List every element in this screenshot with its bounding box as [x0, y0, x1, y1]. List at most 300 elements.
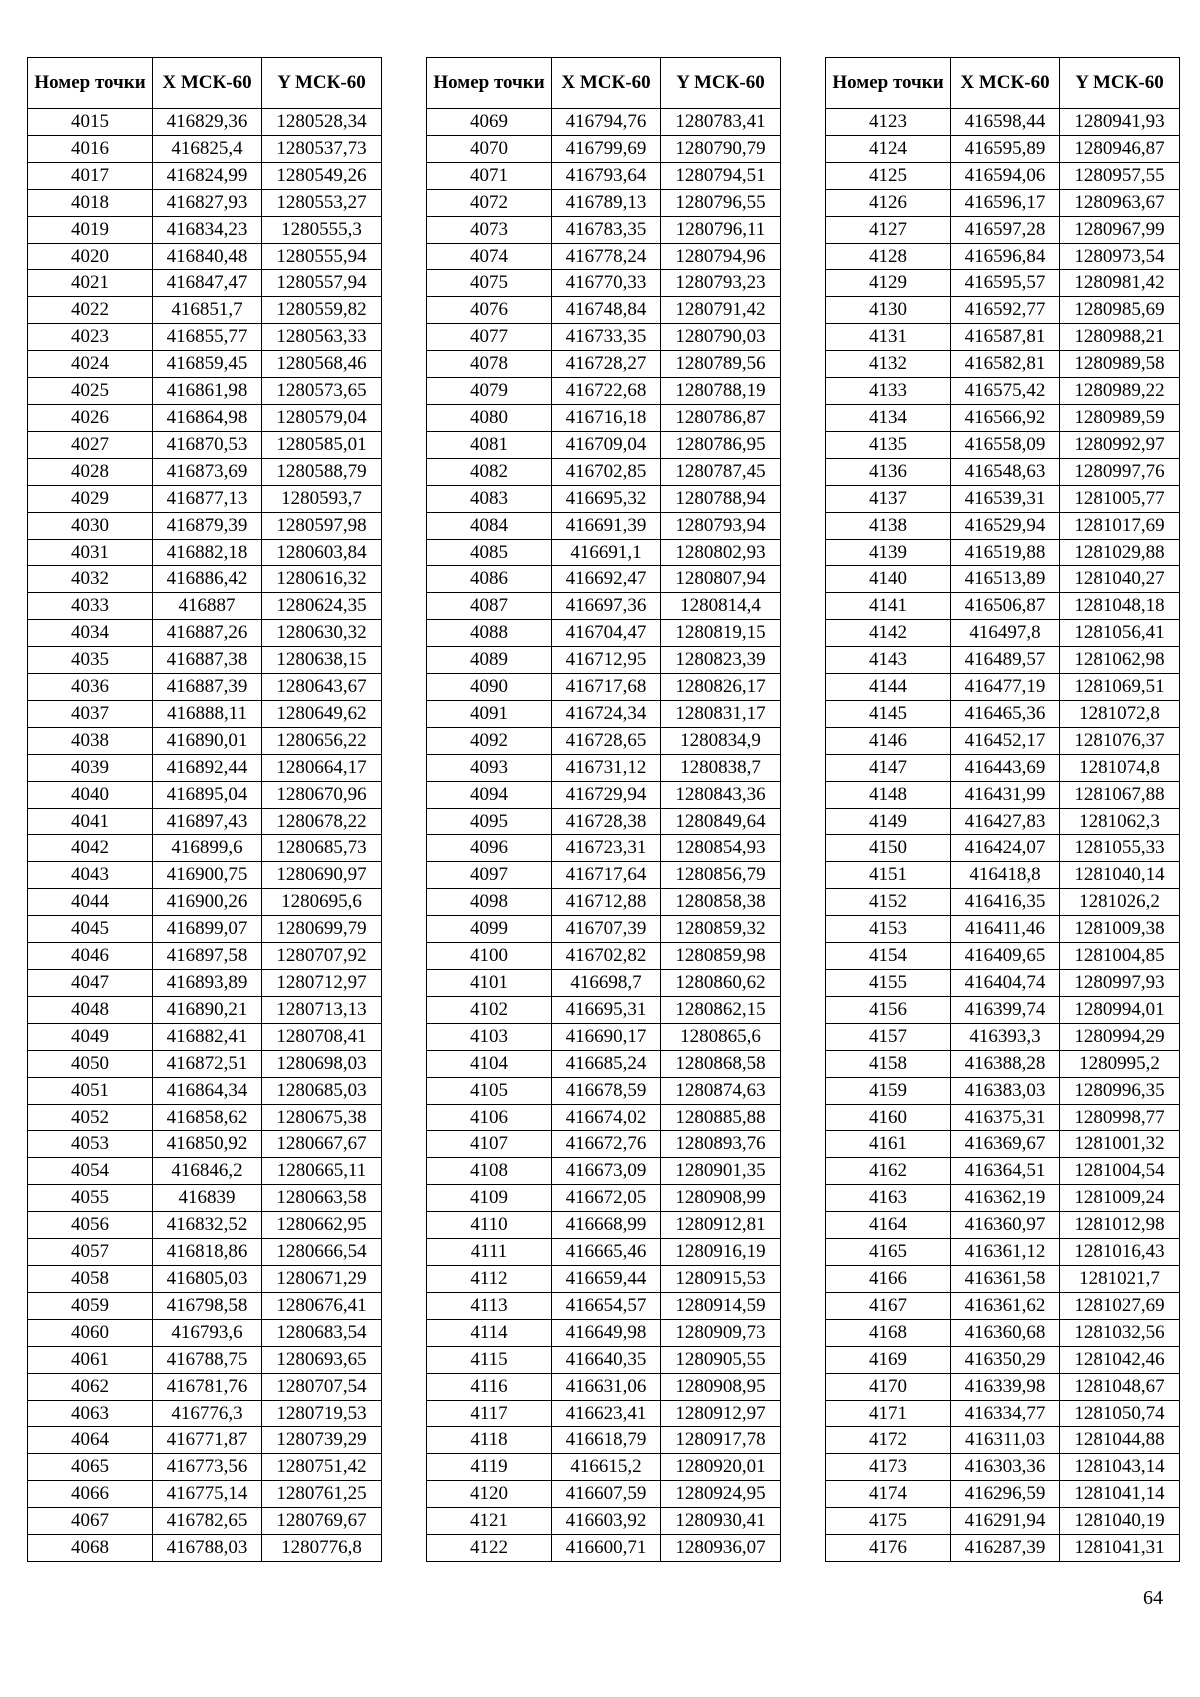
x-coordinate-cell: 416558,09 — [951, 431, 1060, 458]
y-coordinate-cell: 1281062,3 — [1060, 808, 1180, 835]
y-coordinate-cell: 1280670,96 — [262, 781, 382, 808]
y-coordinate-cell: 1280963,67 — [1060, 189, 1180, 216]
point-number-cell: 4106 — [427, 1104, 552, 1131]
point-number-cell: 4171 — [826, 1400, 951, 1427]
x-coordinate-cell: 416859,45 — [153, 351, 262, 378]
point-number-cell: 4101 — [427, 970, 552, 997]
y-coordinate-cell: 1280656,22 — [262, 727, 382, 754]
y-coordinate-cell: 1281032,56 — [1060, 1319, 1180, 1346]
x-coordinate-cell: 416882,18 — [153, 539, 262, 566]
point-number-cell: 4109 — [427, 1185, 552, 1212]
point-number-cell: 4146 — [826, 727, 951, 754]
point-number-cell: 4017 — [28, 162, 153, 189]
table-row — [427, 1481, 781, 1508]
y-coordinate-cell: 1280585,01 — [262, 431, 382, 458]
x-coordinate-cell: 416575,42 — [951, 378, 1060, 405]
y-coordinate-cell: 1280593,7 — [262, 485, 382, 512]
y-coordinate-cell: 1280708,41 — [262, 1023, 382, 1050]
x-coordinate-cell: 416334,77 — [951, 1400, 1060, 1427]
y-coordinate-cell: 1280649,62 — [262, 700, 382, 727]
table-row — [826, 243, 1180, 270]
x-coordinate-cell: 416702,85 — [552, 458, 661, 485]
table-row — [427, 1319, 781, 1346]
y-coordinate-cell: 1280992,97 — [1060, 431, 1180, 458]
point-number-cell: 4019 — [28, 216, 153, 243]
y-coordinate-cell: 1280838,7 — [661, 754, 781, 781]
table-row — [427, 1265, 781, 1292]
point-number-cell: 4110 — [427, 1212, 552, 1239]
y-coordinate-cell: 1281040,14 — [1060, 862, 1180, 889]
y-coordinate-cell: 1280893,76 — [661, 1131, 781, 1158]
table-row — [826, 1131, 1180, 1158]
y-coordinate-cell: 1280854,93 — [661, 835, 781, 862]
x-coordinate-cell: 416649,98 — [552, 1319, 661, 1346]
y-coordinate-cell: 1280917,78 — [661, 1427, 781, 1454]
y-coordinate-cell: 1281040,27 — [1060, 566, 1180, 593]
x-coordinate-cell: 416877,13 — [153, 485, 262, 512]
table-row — [427, 1185, 781, 1212]
x-coordinate-cell: 416888,11 — [153, 700, 262, 727]
y-coordinate-cell: 1280908,95 — [661, 1373, 781, 1400]
table-row — [427, 162, 781, 189]
table-row — [28, 1346, 382, 1373]
x-coordinate-cell: 416723,31 — [552, 835, 661, 862]
point-number-cell: 4136 — [826, 458, 951, 485]
point-number-cell: 4039 — [28, 754, 153, 781]
point-number-cell: 4104 — [427, 1050, 552, 1077]
y-coordinate-cell: 1281048,67 — [1060, 1373, 1180, 1400]
x-coordinate-cell: 416393,3 — [951, 1023, 1060, 1050]
point-number-cell: 4091 — [427, 700, 552, 727]
table-row — [28, 727, 382, 754]
x-coordinate-cell: 416497,8 — [951, 620, 1060, 647]
x-coordinate-cell: 416850,92 — [153, 1131, 262, 1158]
x-coordinate-cell: 416887,26 — [153, 620, 262, 647]
table-row — [427, 674, 781, 701]
table-row — [427, 539, 781, 566]
point-number-cell: 4096 — [427, 835, 552, 862]
x-coordinate-cell: 416728,65 — [552, 727, 661, 754]
y-coordinate-cell: 1280776,8 — [262, 1535, 382, 1562]
point-number-cell: 4035 — [28, 647, 153, 674]
y-coordinate-cell: 1280783,41 — [661, 109, 781, 136]
point-number-cell: 4166 — [826, 1265, 951, 1292]
x-coordinate-cell: 416539,31 — [951, 485, 1060, 512]
x-coordinate-cell: 416858,62 — [153, 1104, 262, 1131]
table-row — [427, 1104, 781, 1131]
point-number-cell: 4089 — [427, 647, 552, 674]
y-coordinate-cell: 1280699,79 — [262, 916, 382, 943]
point-number-cell: 4050 — [28, 1050, 153, 1077]
table-row — [28, 1535, 382, 1562]
point-number-cell: 4161 — [826, 1131, 951, 1158]
point-number-cell: 4045 — [28, 916, 153, 943]
table-row — [28, 1050, 382, 1077]
table-row — [28, 1158, 382, 1185]
point-number-cell: 4097 — [427, 862, 552, 889]
y-coordinate-cell: 1280683,54 — [262, 1319, 382, 1346]
point-number-cell: 4069 — [427, 109, 552, 136]
x-coordinate-cell: 416698,7 — [552, 970, 661, 997]
y-coordinate-cell: 1280831,17 — [661, 700, 781, 727]
point-number-cell: 4020 — [28, 243, 153, 270]
table-row — [826, 1454, 1180, 1481]
x-coordinate-cell: 416897,43 — [153, 808, 262, 835]
y-coordinate-cell: 1280786,95 — [661, 431, 781, 458]
y-coordinate-cell: 1280905,55 — [661, 1346, 781, 1373]
point-number-cell: 4051 — [28, 1077, 153, 1104]
x-coordinate-cell: 416825,4 — [153, 135, 262, 162]
point-number-cell: 4037 — [28, 700, 153, 727]
x-coordinate-cell: 416793,6 — [153, 1319, 262, 1346]
table-row — [427, 1212, 781, 1239]
point-number-cell: 4141 — [826, 593, 951, 620]
table-row — [826, 1050, 1180, 1077]
point-number-cell: 4135 — [826, 431, 951, 458]
x-coordinate-cell: 416799,69 — [552, 135, 661, 162]
x-coordinate-cell: 416592,77 — [951, 297, 1060, 324]
x-coordinate-cell: 416805,03 — [153, 1265, 262, 1292]
x-coordinate-cell: 416399,74 — [951, 996, 1060, 1023]
point-number-cell: 4059 — [28, 1292, 153, 1319]
point-number-cell: 4066 — [28, 1481, 153, 1508]
x-coordinate-cell: 416361,62 — [951, 1292, 1060, 1319]
x-coordinate-cell: 416477,19 — [951, 674, 1060, 701]
y-coordinate-cell: 1280555,3 — [262, 216, 382, 243]
coordinates-table-3 — [825, 57, 1180, 1562]
y-coordinate-cell: 1281072,8 — [1060, 700, 1180, 727]
table-row — [28, 1077, 382, 1104]
y-coordinate-cell: 1280973,54 — [1060, 243, 1180, 270]
y-coordinate-cell: 1280790,79 — [661, 135, 781, 162]
point-number-cell: 4078 — [427, 351, 552, 378]
point-number-cell: 4134 — [826, 404, 951, 431]
point-number-cell: 4086 — [427, 566, 552, 593]
y-coordinate-cell: 1280901,35 — [661, 1158, 781, 1185]
x-coordinate-cell: 416778,24 — [552, 243, 661, 270]
table-row — [826, 835, 1180, 862]
x-coordinate-cell: 416623,41 — [552, 1400, 661, 1427]
x-coordinate-cell: 416431,99 — [951, 781, 1060, 808]
y-coordinate-cell: 1280573,65 — [262, 378, 382, 405]
table-row — [28, 135, 382, 162]
y-coordinate-cell: 1280751,42 — [262, 1454, 382, 1481]
point-number-cell: 4076 — [427, 297, 552, 324]
table-row — [28, 539, 382, 566]
y-coordinate-cell: 1280707,54 — [262, 1373, 382, 1400]
y-coordinate-cell: 1280912,81 — [661, 1212, 781, 1239]
table-row — [28, 1508, 382, 1535]
y-coordinate-cell: 1281021,7 — [1060, 1265, 1180, 1292]
x-coordinate-cell: 416864,34 — [153, 1077, 262, 1104]
point-number-cell: 4047 — [28, 970, 153, 997]
table-row — [826, 485, 1180, 512]
y-coordinate-cell: 1280769,67 — [262, 1508, 382, 1535]
y-coordinate-cell: 1280849,64 — [661, 808, 781, 835]
y-coordinate-cell: 1280796,11 — [661, 216, 781, 243]
y-coordinate-cell: 1280909,73 — [661, 1319, 781, 1346]
x-coordinate-cell: 416416,35 — [951, 889, 1060, 916]
table-row — [427, 1292, 781, 1319]
point-number-cell: 4152 — [826, 889, 951, 916]
point-number-cell: 4138 — [826, 512, 951, 539]
table-row — [826, 1319, 1180, 1346]
point-number-cell: 4116 — [427, 1373, 552, 1400]
x-coordinate-cell: 416712,88 — [552, 889, 661, 916]
y-coordinate-cell: 1280557,94 — [262, 270, 382, 297]
table-row — [427, 1454, 781, 1481]
point-number-cell: 4156 — [826, 996, 951, 1023]
y-coordinate-cell: 1280665,11 — [262, 1158, 382, 1185]
point-number-cell: 4022 — [28, 297, 153, 324]
x-coordinate-cell: 416691,1 — [552, 539, 661, 566]
table-row — [427, 1373, 781, 1400]
table-row — [427, 109, 781, 136]
point-number-cell: 4118 — [427, 1427, 552, 1454]
x-coordinate-cell: 416887 — [153, 593, 262, 620]
x-coordinate-cell: 416900,75 — [153, 862, 262, 889]
y-coordinate-cell: 1280994,29 — [1060, 1023, 1180, 1050]
point-number-cell: 4107 — [427, 1131, 552, 1158]
table-row — [826, 700, 1180, 727]
table-row — [826, 1239, 1180, 1266]
point-number-cell: 4119 — [427, 1454, 552, 1481]
x-coordinate-cell: 416887,38 — [153, 647, 262, 674]
point-number-cell: 4144 — [826, 674, 951, 701]
y-coordinate-cell: 1281017,69 — [1060, 512, 1180, 539]
page-number: 64 — [1143, 1587, 1163, 1609]
point-number-cell: 4058 — [28, 1265, 153, 1292]
y-coordinate-cell: 1280719,53 — [262, 1400, 382, 1427]
table-row — [826, 216, 1180, 243]
y-coordinate-cell: 1280663,58 — [262, 1185, 382, 1212]
point-number-cell: 4071 — [427, 162, 552, 189]
x-coordinate-cell: 416879,39 — [153, 512, 262, 539]
table-row — [826, 727, 1180, 754]
x-coordinate-cell: 416418,8 — [951, 862, 1060, 889]
table-row — [826, 1400, 1180, 1427]
x-coordinate-cell: 416506,87 — [951, 593, 1060, 620]
point-number-cell: 4133 — [826, 378, 951, 405]
table-row — [28, 1185, 382, 1212]
table-row — [427, 835, 781, 862]
point-number-cell: 4111 — [427, 1239, 552, 1266]
point-number-cell: 4065 — [28, 1454, 153, 1481]
table-row — [28, 1239, 382, 1266]
x-coordinate-cell: 416690,17 — [552, 1023, 661, 1050]
x-coordinate-cell: 416861,98 — [153, 378, 262, 405]
x-coordinate-cell: 416287,39 — [951, 1535, 1060, 1562]
table-row — [427, 754, 781, 781]
table-row — [826, 324, 1180, 351]
table-row — [826, 1535, 1180, 1562]
table-row — [28, 1400, 382, 1427]
y-coordinate-cell: 1280662,95 — [262, 1212, 382, 1239]
y-coordinate-cell: 1281042,46 — [1060, 1346, 1180, 1373]
table-row — [427, 862, 781, 889]
table-row — [28, 404, 382, 431]
y-coordinate-cell: 1281055,33 — [1060, 835, 1180, 862]
table-row — [427, 593, 781, 620]
header-y-coordinate: Y МСК-60 — [262, 58, 382, 109]
point-number-cell: 4064 — [28, 1427, 153, 1454]
point-number-cell: 4030 — [28, 512, 153, 539]
x-coordinate-cell: 416668,99 — [552, 1212, 661, 1239]
point-number-cell: 4143 — [826, 647, 951, 674]
table-row — [826, 189, 1180, 216]
table-row — [427, 216, 781, 243]
point-number-cell: 4124 — [826, 135, 951, 162]
table-row — [826, 862, 1180, 889]
table-row — [427, 916, 781, 943]
y-coordinate-cell: 1281048,18 — [1060, 593, 1180, 620]
y-coordinate-cell: 1281016,43 — [1060, 1239, 1180, 1266]
table-row — [826, 1077, 1180, 1104]
table-row — [427, 297, 781, 324]
y-coordinate-cell: 1280858,38 — [661, 889, 781, 916]
point-number-cell: 4072 — [427, 189, 552, 216]
y-coordinate-cell: 1280553,27 — [262, 189, 382, 216]
point-number-cell: 4015 — [28, 109, 153, 136]
x-coordinate-cell: 416375,31 — [951, 1104, 1060, 1131]
y-coordinate-cell: 1280787,45 — [661, 458, 781, 485]
y-coordinate-cell: 1281076,37 — [1060, 727, 1180, 754]
y-coordinate-cell: 1280981,42 — [1060, 270, 1180, 297]
table-row — [826, 351, 1180, 378]
x-coordinate-cell: 416704,47 — [552, 620, 661, 647]
table-row — [826, 135, 1180, 162]
table-row — [427, 243, 781, 270]
y-coordinate-cell: 1280920,01 — [661, 1454, 781, 1481]
table-row — [826, 943, 1180, 970]
table-row — [28, 862, 382, 889]
point-number-cell: 4025 — [28, 378, 153, 405]
table-row — [28, 1104, 382, 1131]
x-coordinate-cell: 416886,42 — [153, 566, 262, 593]
header-y-coordinate: Y МСК-60 — [1060, 58, 1180, 109]
table-row — [826, 270, 1180, 297]
table-row — [28, 808, 382, 835]
x-coordinate-cell: 416364,51 — [951, 1158, 1060, 1185]
x-coordinate-cell: 416793,64 — [552, 162, 661, 189]
point-number-cell: 4150 — [826, 835, 951, 862]
x-coordinate-cell: 416360,97 — [951, 1212, 1060, 1239]
y-coordinate-cell: 1280826,17 — [661, 674, 781, 701]
point-number-cell: 4170 — [826, 1373, 951, 1400]
table-row — [427, 1346, 781, 1373]
table-row — [427, 970, 781, 997]
point-number-cell: 4157 — [826, 1023, 951, 1050]
table-row — [427, 270, 781, 297]
x-coordinate-cell: 416383,03 — [951, 1077, 1060, 1104]
table-row — [826, 1265, 1180, 1292]
x-coordinate-cell: 416781,76 — [153, 1373, 262, 1400]
y-coordinate-cell: 1280994,01 — [1060, 996, 1180, 1023]
x-coordinate-cell: 416695,31 — [552, 996, 661, 1023]
y-coordinate-cell: 1280916,19 — [661, 1239, 781, 1266]
point-number-cell: 4043 — [28, 862, 153, 889]
y-coordinate-cell: 1281001,32 — [1060, 1131, 1180, 1158]
point-number-cell: 4034 — [28, 620, 153, 647]
x-coordinate-cell: 416712,95 — [552, 647, 661, 674]
point-number-cell: 4061 — [28, 1346, 153, 1373]
point-number-cell: 4163 — [826, 1185, 951, 1212]
point-number-cell: 4129 — [826, 270, 951, 297]
y-coordinate-cell: 1280794,51 — [661, 162, 781, 189]
y-coordinate-cell: 1280713,13 — [262, 996, 382, 1023]
x-coordinate-cell: 416851,7 — [153, 297, 262, 324]
y-coordinate-cell: 1280793,23 — [661, 270, 781, 297]
x-coordinate-cell: 416673,09 — [552, 1158, 661, 1185]
table-row — [28, 243, 382, 270]
table-row — [427, 620, 781, 647]
table-row — [28, 512, 382, 539]
point-number-cell: 4147 — [826, 754, 951, 781]
x-coordinate-cell: 416600,71 — [552, 1535, 661, 1562]
coordinates-table-2 — [426, 57, 781, 1562]
y-coordinate-cell: 1280712,97 — [262, 970, 382, 997]
table-row — [826, 431, 1180, 458]
table-row — [826, 1427, 1180, 1454]
point-number-cell: 4049 — [28, 1023, 153, 1050]
point-number-cell: 4172 — [826, 1427, 951, 1454]
table-row — [427, 1239, 781, 1266]
table-row — [28, 1319, 382, 1346]
point-number-cell: 4027 — [28, 431, 153, 458]
x-coordinate-cell: 416685,24 — [552, 1050, 661, 1077]
x-coordinate-cell: 416890,21 — [153, 996, 262, 1023]
y-coordinate-cell: 1280693,65 — [262, 1346, 382, 1373]
table-row — [28, 162, 382, 189]
table-row — [28, 1373, 382, 1400]
x-coordinate-cell: 416717,68 — [552, 674, 661, 701]
header-x-coordinate: X МСК-60 — [951, 58, 1060, 109]
point-number-cell: 4062 — [28, 1373, 153, 1400]
x-coordinate-cell: 416829,36 — [153, 109, 262, 136]
x-coordinate-cell: 416900,26 — [153, 889, 262, 916]
x-coordinate-cell: 416890,01 — [153, 727, 262, 754]
point-number-cell: 4173 — [826, 1454, 951, 1481]
y-coordinate-cell: 1280859,32 — [661, 916, 781, 943]
point-number-cell: 4029 — [28, 485, 153, 512]
table-row — [826, 1212, 1180, 1239]
point-number-cell: 4038 — [28, 727, 153, 754]
y-coordinate-cell: 1280616,32 — [262, 566, 382, 593]
point-number-cell: 4125 — [826, 162, 951, 189]
y-coordinate-cell: 1280685,73 — [262, 835, 382, 862]
y-coordinate-cell: 1280997,76 — [1060, 458, 1180, 485]
table-row — [28, 943, 382, 970]
x-coordinate-cell: 416388,28 — [951, 1050, 1060, 1077]
point-number-cell: 4090 — [427, 674, 552, 701]
x-coordinate-cell: 416895,04 — [153, 781, 262, 808]
point-number-cell: 4068 — [28, 1535, 153, 1562]
point-number-cell: 4099 — [427, 916, 552, 943]
x-coordinate-cell: 416834,23 — [153, 216, 262, 243]
table-row — [826, 297, 1180, 324]
point-number-cell: 4122 — [427, 1535, 552, 1562]
y-coordinate-cell: 1280549,26 — [262, 162, 382, 189]
x-coordinate-cell: 416899,07 — [153, 916, 262, 943]
table-row — [28, 351, 382, 378]
y-coordinate-cell: 1281067,88 — [1060, 781, 1180, 808]
x-coordinate-cell: 416731,12 — [552, 754, 661, 781]
table-row — [427, 1400, 781, 1427]
y-coordinate-cell: 1280823,39 — [661, 647, 781, 674]
y-coordinate-cell: 1280789,56 — [661, 351, 781, 378]
table-row — [427, 566, 781, 593]
x-coordinate-cell: 416832,52 — [153, 1212, 262, 1239]
